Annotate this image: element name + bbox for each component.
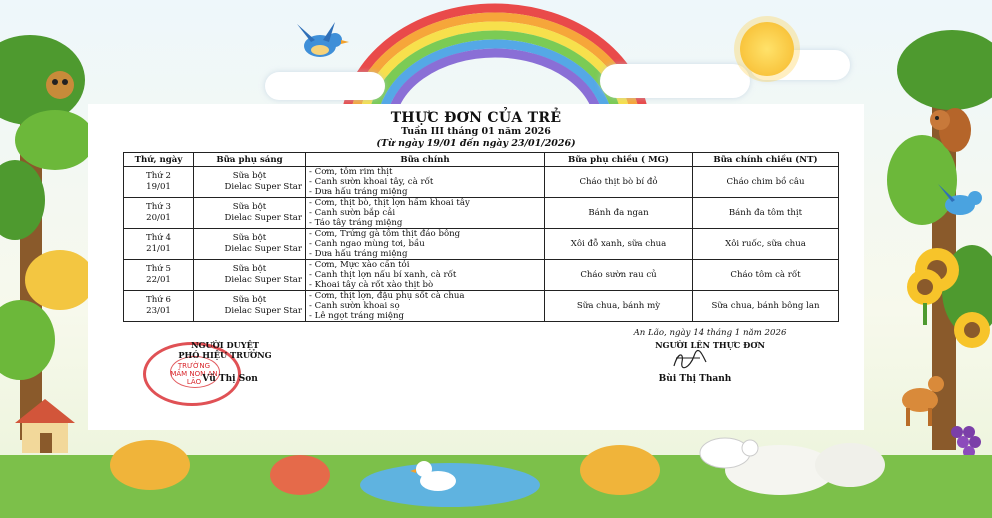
- table-row: [124, 229, 839, 260]
- table-row: [124, 291, 839, 322]
- table-row: [124, 198, 839, 229]
- weekday: Thứ 5: [145, 264, 171, 274]
- approver-name: Vũ Thị Son: [202, 374, 258, 384]
- dish-line: - Táo tây tráng miệng: [309, 218, 403, 228]
- dish-line: - Cơm, Trứng gà tôm thịt đảo bông: [309, 229, 461, 239]
- dish-line: - Dưa hấu tráng miệng: [309, 249, 408, 259]
- morning-snack-cell: [194, 198, 306, 229]
- afternoon-snack-cell: Cháo sườn rau củ: [545, 260, 693, 291]
- column-header-day: Thứ, ngày: [124, 153, 194, 167]
- dish-line: - Cơm, thịt lợn, đậu phụ sốt cà chua: [309, 291, 465, 301]
- date-range: (Từ ngày 19/01 đến ngày 23/01/2026): [376, 138, 576, 149]
- morning-snack-cell: [194, 291, 306, 322]
- snack-line: Dielac Super Star: [224, 306, 302, 316]
- flower-garden: [0, 425, 992, 518]
- approver-title: [165, 340, 285, 360]
- morning-snack-cell: [194, 260, 306, 291]
- dish-line: - Cơm, thịt bò, thịt lợn hầm khoai tây: [309, 198, 470, 208]
- menu-maker-title: NGƯỜI LÊN THỰC ĐƠN: [655, 340, 765, 350]
- main-meal-cell: [306, 229, 545, 260]
- snack-line: Sữa bột: [232, 171, 267, 181]
- column-header-main-meal: Bữa chính: [306, 153, 545, 167]
- snack-line: Dielac Super Star: [224, 275, 302, 285]
- main-meal-cell: [306, 167, 545, 198]
- sheep-icon: [690, 428, 760, 478]
- dish-line: - Canh thịt lợn nấu bí xanh, cà rốt: [309, 270, 457, 280]
- week-label: Tuần III tháng 01 năm 2026: [401, 126, 551, 137]
- bluebird-icon: [930, 180, 990, 225]
- afternoon-meal-cell: Xôi ruốc, sữa chua: [693, 229, 839, 260]
- date: 23/01: [146, 306, 171, 316]
- day-cell: [124, 167, 194, 198]
- snack-line: Dielac Super Star: [224, 244, 302, 254]
- afternoon-snack-cell: Cháo thịt bò bí đỏ: [545, 167, 693, 198]
- day-cell: [124, 198, 194, 229]
- dish-line: - Canh sườn bắp cải: [309, 208, 396, 218]
- weekday: Thứ 4: [145, 233, 171, 243]
- snack-line: Dielac Super Star: [224, 182, 302, 192]
- dish-line: - Lê ngọt tráng miệng: [309, 311, 405, 321]
- main-meal-cell: [306, 198, 545, 229]
- main-meal-cell: [306, 260, 545, 291]
- date: 22/01: [146, 275, 171, 285]
- table-header-row: [124, 153, 839, 167]
- sun-icon: [740, 22, 794, 76]
- column-header-morning-snack: Bữa phụ sáng: [194, 153, 306, 167]
- cloud-icon: [265, 72, 385, 100]
- afternoon-snack-cell: Bánh đa ngan: [545, 198, 693, 229]
- dish-line: - Canh sườn khoai sọ: [309, 301, 400, 311]
- stamp-text: TRƯỜNG MẦM NON AN LÃO: [170, 362, 218, 386]
- dish-line: - Cơm, Mực xào cần tỏi: [309, 260, 410, 270]
- menu-table: [123, 152, 839, 322]
- approver-role: NGƯỜI DUYỆT: [191, 340, 259, 350]
- dish-line: - Khoai tây cà rốt xào thịt bò: [309, 280, 434, 290]
- afternoon-meal-cell: Bánh đa tôm thịt: [693, 198, 839, 229]
- weekday: Thứ 2: [145, 171, 171, 181]
- weekday: Thứ 6: [145, 295, 171, 305]
- snack-line: Sữa bột: [232, 264, 267, 274]
- dish-line: - Canh sườn khoai tây, cà rốt: [309, 177, 434, 187]
- column-header-afternoon-meal-nt: Bữa chính chiều (NT): [693, 153, 839, 167]
- morning-snack-cell: [194, 229, 306, 260]
- afternoon-meal-cell: Cháo chim bồ câu: [693, 167, 839, 198]
- squirrel-icon: [920, 100, 980, 160]
- cloud-icon: [600, 64, 750, 98]
- snack-line: Dielac Super Star: [224, 213, 302, 223]
- day-cell: [124, 229, 194, 260]
- place-date: An Lão, ngày 14 tháng 1 năm 2026: [633, 328, 787, 338]
- morning-snack-cell: [194, 167, 306, 198]
- afternoon-snack-cell: Sữa chua, bánh mỳ: [545, 291, 693, 322]
- deer-icon: [890, 360, 950, 430]
- date: 19/01: [146, 182, 171, 192]
- snack-line: Sữa bột: [232, 202, 267, 212]
- dish-line: - Canh ngao mùng tơi, bầu: [309, 239, 425, 249]
- weekday: Thứ 3: [145, 202, 171, 212]
- document-title: THỰC ĐƠN CỦA TRẺ: [390, 110, 562, 126]
- sunflower-icon: [900, 265, 950, 325]
- snack-line: Sữa bột: [232, 295, 267, 305]
- table-row: [124, 167, 839, 198]
- afternoon-meal-cell: Cháo tôm cà rốt: [693, 260, 839, 291]
- main-meal-cell: [306, 291, 545, 322]
- date: 21/01: [146, 244, 171, 254]
- day-cell: [124, 260, 194, 291]
- date: 20/01: [146, 213, 171, 223]
- approver-position: PHÓ HIỆU TRƯỞNG: [178, 350, 272, 360]
- handwritten-signature: [670, 348, 710, 372]
- afternoon-snack-cell: Xôi đỗ xanh, sữa chua: [545, 229, 693, 260]
- table-row: [124, 260, 839, 291]
- duck-icon: [410, 455, 460, 495]
- afternoon-meal-cell: Sữa chua, bánh bông lan: [693, 291, 839, 322]
- dish-line: - Dưa hấu tráng miệng: [309, 187, 408, 197]
- day-cell: [124, 291, 194, 322]
- menu-maker-name: Bùi Thị Thanh: [658, 374, 732, 384]
- snack-line: Sữa bột: [232, 233, 267, 243]
- column-header-afternoon-snack-mg: Bữa phụ chiều ( MG): [545, 153, 693, 167]
- dish-line: - Cơm, tôm rim thịt: [309, 167, 393, 177]
- bluebird-icon: [285, 18, 355, 68]
